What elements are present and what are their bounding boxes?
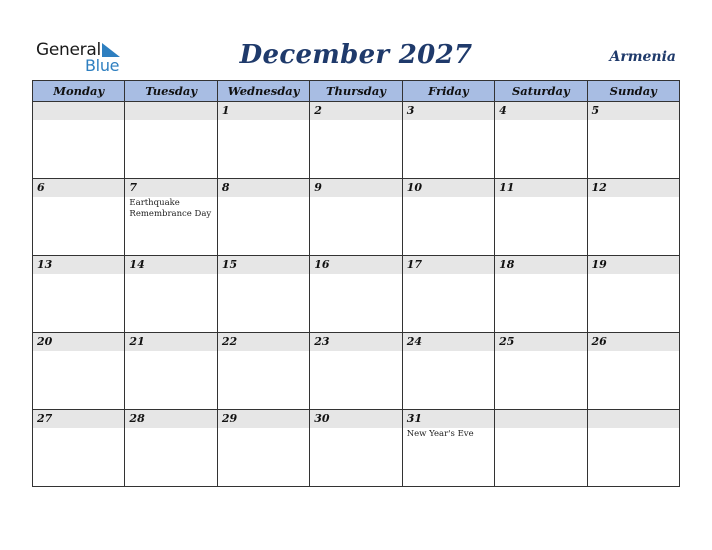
calendar-day-cell <box>217 333 309 410</box>
day-number: 24 <box>403 333 494 351</box>
day-number: 10 <box>403 179 494 197</box>
calendar-day-cell <box>33 333 125 410</box>
logo-text-general: General <box>36 40 101 60</box>
day-number <box>125 102 216 120</box>
calendar-day-cell <box>402 333 494 410</box>
calendar-body <box>33 102 680 487</box>
calendar-day-cell <box>402 410 494 487</box>
calendar-day-cell <box>125 333 217 410</box>
day-number: 18 <box>495 256 586 274</box>
calendar-day-cell <box>125 179 217 256</box>
day-number: 25 <box>495 333 586 351</box>
calendar-day-cell <box>33 179 125 256</box>
weekday-header: Sunday <box>587 81 679 102</box>
calendar-week-row <box>33 410 680 487</box>
day-number: 2 <box>310 102 401 120</box>
day-number: 13 <box>33 256 124 274</box>
day-number <box>588 410 679 428</box>
day-number: 14 <box>125 256 216 274</box>
page-title: December 2027 <box>239 40 473 70</box>
calendar-day-cell <box>217 102 309 179</box>
calendar-day-cell <box>125 410 217 487</box>
calendar-day-cell <box>587 410 679 487</box>
calendar-day-cell <box>33 102 125 179</box>
day-number: 31 <box>403 410 494 428</box>
calendar-week-row <box>33 333 680 410</box>
weekday-header: Saturday <box>495 81 587 102</box>
calendar-week-row <box>33 102 680 179</box>
calendar-day-cell <box>217 179 309 256</box>
calendar-day-cell <box>310 179 402 256</box>
logo-text-blue: Blue <box>85 56 120 75</box>
holiday-event: New Year's Eve <box>406 429 474 439</box>
calendar-day-cell <box>587 179 679 256</box>
calendar-day-cell <box>310 256 402 333</box>
day-number: 7 <box>125 179 216 197</box>
calendar-day-cell <box>217 410 309 487</box>
day-number: 17 <box>403 256 494 274</box>
day-number: 23 <box>310 333 401 351</box>
calendar-day-cell <box>495 333 587 410</box>
day-number: 28 <box>125 410 216 428</box>
weekday-header: Tuesday <box>125 81 217 102</box>
weekday-header-row <box>33 81 680 102</box>
day-number: 5 <box>588 102 679 120</box>
day-number: 22 <box>218 333 309 351</box>
calendar-day-cell <box>495 410 587 487</box>
calendar-day-cell <box>310 102 402 179</box>
calendar-day-cell <box>587 256 679 333</box>
country-label: Armenia <box>609 49 676 65</box>
weekday-header: Thursday <box>310 81 402 102</box>
calendar-day-cell <box>587 102 679 179</box>
day-number: 9 <box>310 179 401 197</box>
day-number: 11 <box>495 179 586 197</box>
calendar-day-cell <box>495 102 587 179</box>
day-number: 6 <box>33 179 124 197</box>
day-number: 15 <box>218 256 309 274</box>
calendar-day-cell <box>217 256 309 333</box>
day-number: 4 <box>495 102 586 120</box>
day-number: 29 <box>218 410 309 428</box>
day-number: 3 <box>403 102 494 120</box>
calendar-day-cell <box>310 333 402 410</box>
day-number: 1 <box>218 102 309 120</box>
day-number: 16 <box>310 256 401 274</box>
day-number: 19 <box>588 256 679 274</box>
day-number <box>495 410 586 428</box>
day-number <box>33 102 124 120</box>
calendar-week-row <box>33 179 680 256</box>
day-number: 8 <box>218 179 309 197</box>
calendar-day-cell <box>495 179 587 256</box>
weekday-header: Monday <box>33 81 125 102</box>
day-number: 21 <box>125 333 216 351</box>
calendar-grid <box>32 80 680 487</box>
day-number: 12 <box>588 179 679 197</box>
calendar-day-cell <box>402 256 494 333</box>
calendar-day-cell <box>587 333 679 410</box>
calendar-day-cell <box>495 256 587 333</box>
calendar-day-cell <box>33 410 125 487</box>
day-number: 26 <box>588 333 679 351</box>
day-number: 20 <box>33 333 124 351</box>
calendar-week-row <box>33 256 680 333</box>
calendar-day-cell <box>310 410 402 487</box>
calendar-day-cell <box>125 102 217 179</box>
calendar-day-cell <box>402 102 494 179</box>
calendar-day-cell <box>402 179 494 256</box>
calendar-day-cell <box>33 256 125 333</box>
calendar-day-cell <box>125 256 217 333</box>
holiday-event: Earthquake Remembrance Day <box>129 198 212 219</box>
weekday-header: Friday <box>402 81 494 102</box>
day-number: 27 <box>33 410 124 428</box>
day-number: 30 <box>310 410 401 428</box>
weekday-header: Wednesday <box>217 81 309 102</box>
